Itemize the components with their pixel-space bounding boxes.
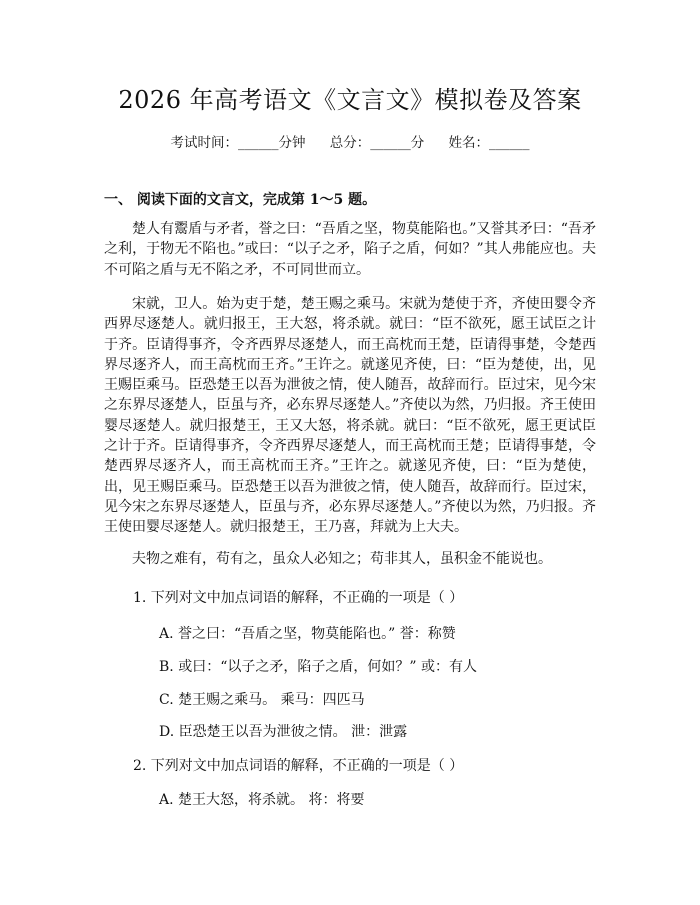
exam-time: 考试时间：______分钟 bbox=[170, 135, 306, 151]
page-title: 2026 年高考语文《文言文》模拟卷及答案 bbox=[118, 86, 582, 114]
question-1-option-a: A. 誉之曰：“吾盾之坚，物莫能陷也。” 誉：称赞 bbox=[159, 626, 456, 642]
question-2-option-a: A. 楚王大怒，将杀就。 将：将要 bbox=[159, 792, 365, 808]
passage-paragraph-1: 楚人有鬻盾与矛者，誉之曰：“吾盾之坚，物莫能陷也。”又誉其矛曰：“吾矛之利，于物无不陷也。”或曰：“以子之矛，陷子之盾，何如？”其人弗能应也。夫不可陷之盾与无不陷之矛，不可同世而立。 bbox=[104, 221, 596, 278]
question-1-stem: 1. 下列对文中加点词语的解释，不正确的一项是（ ） bbox=[133, 590, 464, 606]
passage-paragraph-3: 夫物之难有，苟有之，虽众人必知之；苟非其人，虽积金不能说也。 bbox=[132, 551, 552, 567]
exam-name: 姓名：______ bbox=[448, 135, 530, 151]
exam-meta bbox=[0, 131, 700, 151]
exam-score: 总分：______分 bbox=[329, 135, 425, 151]
passage-paragraph-2: 宋就，卫人。始为吏于楚，楚王赐之乘马。宋就为楚使于齐，齐使田婴令齐西界尽逐楚人。就归报王，王大怒，将杀就。就曰：“臣不欲死，愿王试臣之计于齐。臣请得事齐，令齐西界尽逐楚人，而王高枕而王楚，臣请得事楚，令楚西界尽逐齐人，而王高枕而王齐。”王许之。就遂见齐使，曰：“臣为楚使，出，见王赐臣乘马。臣恐楚王以吾为泄彼之情，使人随吾，故辞而行。臣过宋，见今宋之东界尽逐楚人，臣虽与齐，必东界尽逐楚人。”齐使以为然，乃归报。齐王使田婴尽逐楚人。就归报楚王，王又大怒，将杀就。就曰：“臣不欲死，愿王更试臣之计于齐。臣请得事齐，令齐西界尽逐楚人，而王高枕而王楚；臣请得事楚，令楚西界尽逐齐人，而王高枕而王齐。”王许之。就遂见齐使，曰：“臣为楚使，出，见王赐臣乘马。臣恐楚王以吾为泄彼之情，使人随吾，故辞而行。臣过宋，见今宋之东界尽逐楚人，臣虽与齐，必东界尽逐楚人。”齐使以为然，乃归报。齐王使田婴尽逐楚人。就归报楚王，王乃喜，拜就为上大夫。 bbox=[104, 296, 596, 536]
question-1-option-d: D. 臣恐楚王以吾为泄彼之情。 泄：泄露 bbox=[159, 724, 408, 740]
question-1-option-b: B. 或曰：“以子之矛，陷子之盾，何如？” 或：有人 bbox=[159, 659, 477, 675]
question-2-stem: 2. 下列对文中加点词语的解释，不正确的一项是（ ） bbox=[133, 758, 464, 774]
section-heading: 一、 阅读下面的文言文，完成第 1～5 题。 bbox=[104, 192, 377, 208]
question-1-option-c: C. 楚王赐之乘马。 乘马：四匹马 bbox=[159, 692, 365, 708]
